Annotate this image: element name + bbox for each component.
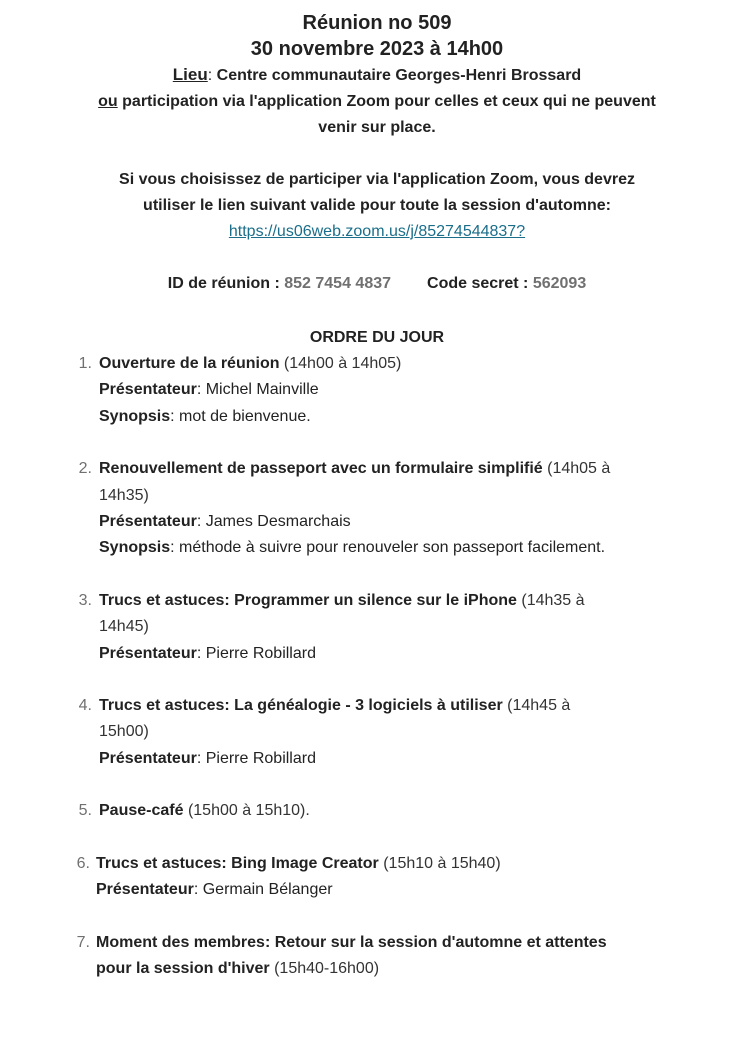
agenda-item-title: Trucs et astuces: La généalogie - 3 logiciels à utiliser	[99, 697, 503, 715]
agenda-item	[0, 798, 754, 824]
agenda-item-title: Trucs et astuces: Programmer un silence sur le iPhone	[99, 591, 517, 609]
synopsis-label: Synopsis	[99, 407, 171, 425]
presenter-name: : Germain Bélanger	[193, 881, 333, 899]
presenter-label: Présentateur	[96, 881, 194, 899]
or-text-2: venir sur place.	[318, 119, 436, 136]
agenda-item-number: 1.	[78, 355, 92, 372]
meeting-id-value: 852 7454 4837	[284, 275, 392, 292]
agenda-item-title: Renouvellement de passeport avec un formulaire simplifié	[99, 460, 543, 478]
location-label: Lieu	[172, 65, 208, 84]
alternative-line	[0, 89, 754, 115]
meeting-date: 30 novembre 2023 à 14h00	[250, 38, 504, 60]
meeting-number: Réunion no 509	[302, 12, 452, 34]
secret-value: 562093	[532, 275, 587, 292]
zoom-line-1: Si vous choisissez de participer via l'application Zoom, vous devrez	[119, 171, 635, 188]
agenda-item-time: (15h10 à 15h40)	[378, 854, 501, 872]
zoom-link[interactable]: https://us06web.zoom.us/j/85274544837?	[228, 223, 526, 240]
zoom-line-2: utiliser le lien suivant valide pour toute la session d'automne:	[143, 197, 611, 214]
agenda-item	[0, 351, 754, 430]
presenter-name: : Pierre Robillard	[196, 749, 316, 767]
agenda-item-time: (14h05 à	[542, 460, 611, 478]
presenter-name: : James Desmarchais	[196, 513, 351, 531]
agenda-item	[0, 930, 754, 983]
agenda-item-number: 7.	[76, 933, 90, 951]
agenda-item-title: Pause-café	[99, 802, 184, 820]
secret-label: Code secret :	[427, 275, 533, 292]
agenda-item-title: Ouverture de la réunion	[99, 355, 280, 372]
presenter-label: Présentateur	[99, 644, 197, 662]
meeting-id-label: ID de réunion :	[167, 275, 285, 292]
location-line	[0, 62, 754, 89]
agenda-item	[0, 693, 754, 772]
agenda-item-title: Moment des membres: Retour sur la session d'automne et attentes	[96, 933, 607, 951]
agenda-item-time: (14h35 à	[516, 591, 585, 609]
location-value: Centre communautaire Georges-Henri Brossard	[216, 67, 582, 84]
agenda-item-time-end: 15h00)	[99, 723, 149, 741]
agenda-item-time: (14h45 à	[502, 697, 571, 715]
agenda-item-time-end: 14h45)	[99, 618, 149, 636]
meeting-credentials	[0, 271, 754, 297]
presenter-label: Présentateur	[99, 513, 197, 531]
agenda-item-time: (14h00 à 14h05)	[279, 355, 402, 372]
agenda-item	[0, 851, 754, 904]
location-sep: :	[207, 67, 217, 84]
zoom-instructions	[0, 167, 754, 245]
agenda-item-number: 4.	[78, 697, 92, 715]
agenda-item-time-end: 14h35)	[99, 486, 149, 504]
agenda-item-time: (15h40-16h00)	[269, 959, 380, 977]
agenda-item-title-cont: pour la session d'hiver	[96, 959, 270, 977]
agenda-item-time: (15h00 à 15h10).	[183, 802, 310, 820]
meeting-header	[0, 10, 754, 351]
agenda-item-number: 5.	[78, 802, 92, 820]
presenter-name: : Michel Mainville	[196, 381, 319, 399]
presenter-label: Présentateur	[99, 749, 197, 767]
synopsis-text: : méthode à suivre pour renouveler son passeport facilement.	[170, 539, 606, 557]
synopsis-label: Synopsis	[99, 539, 171, 557]
presenter-name: : Pierre Robillard	[196, 644, 316, 662]
agenda-item	[0, 456, 754, 562]
alternative-line-2	[0, 115, 754, 141]
agenda-item-number: 6.	[76, 854, 90, 872]
or-label: ou	[98, 93, 118, 110]
agenda-item-number: 2.	[78, 460, 92, 478]
presenter-label: Présentateur	[99, 381, 197, 399]
agenda-list	[0, 351, 754, 982]
agenda-item	[0, 588, 754, 667]
agenda-heading: ORDRE DU JOUR	[309, 329, 445, 346]
synopsis-text: : mot de bienvenue.	[170, 407, 311, 425]
or-text: participation via l'application Zoom pour celles et ceux qui ne peuvent	[117, 93, 656, 110]
agenda-item-title: Trucs et astuces: Bing Image Creator	[96, 854, 379, 872]
agenda-item-number: 3.	[78, 591, 92, 609]
